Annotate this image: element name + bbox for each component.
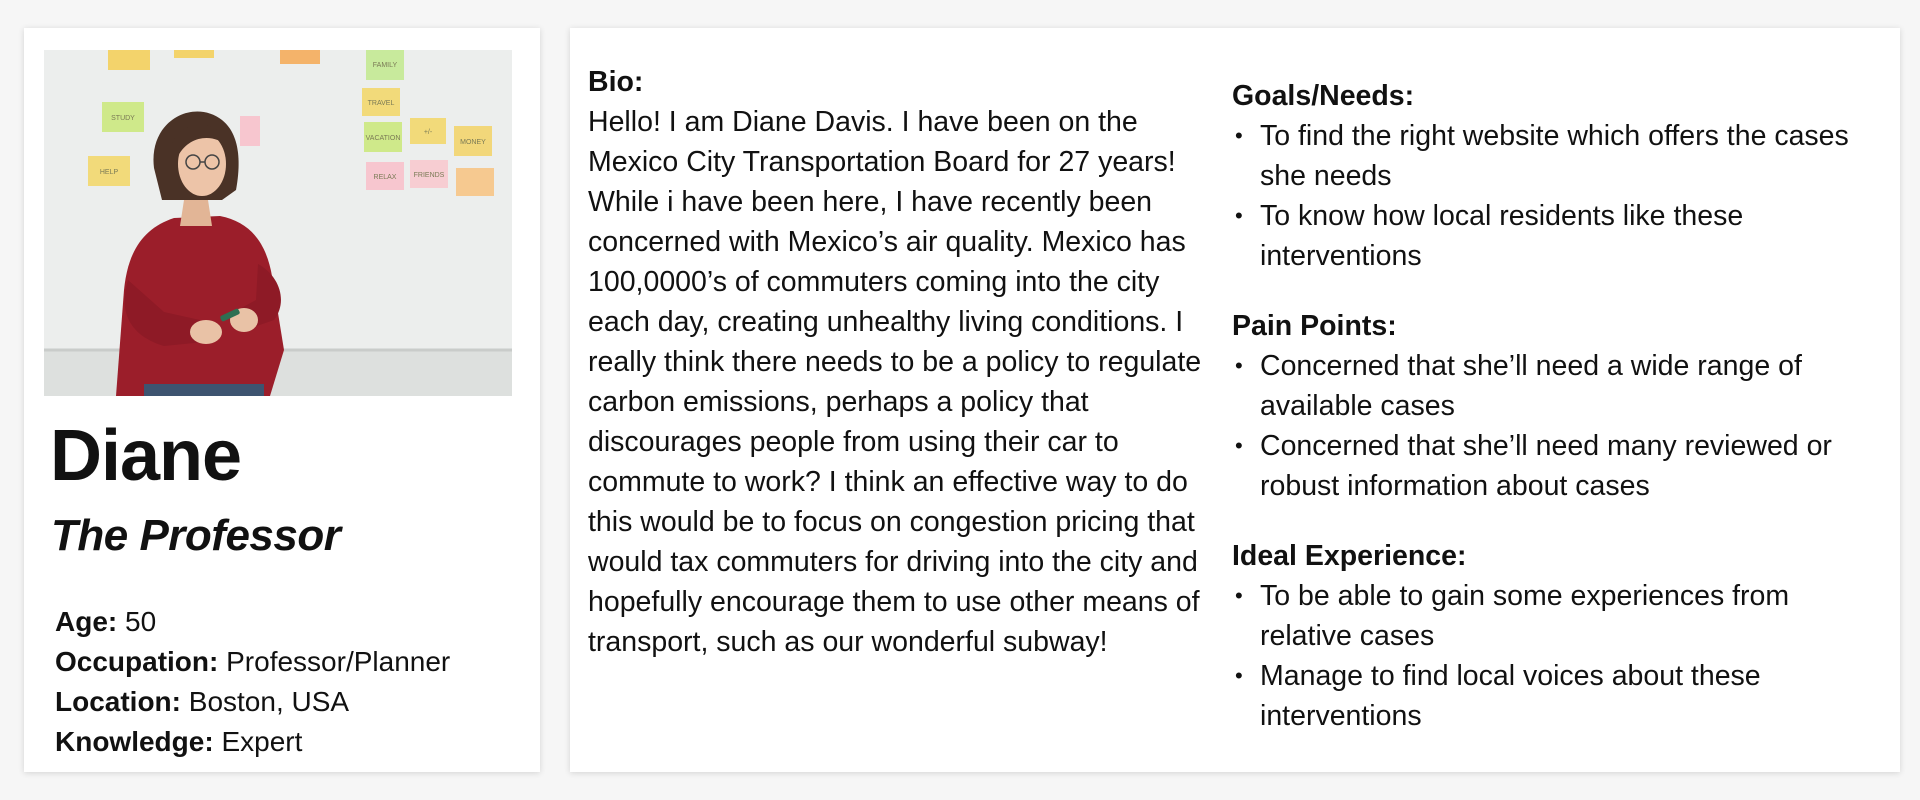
bullet-list	[1232, 576, 1882, 736]
fact-label: Knowledge:	[55, 726, 214, 757]
persona-detail-card	[570, 28, 1900, 772]
sticky-note-label: FAMILY	[372, 62, 398, 69]
bio-title: Bio:	[588, 66, 644, 98]
persona-name: Diane	[50, 416, 242, 496]
sticky-note-label: RELAX	[373, 174, 397, 181]
sticky-note-label: +/-	[423, 129, 433, 136]
list-item-text: Manage to find local voices about these interventions	[1260, 660, 1761, 732]
persona-profile-card	[24, 28, 540, 772]
bullet-icon: •	[1235, 583, 1243, 608]
persona-role: The Professor	[51, 511, 341, 560]
list-item-text: To know how local residents like these interventions	[1260, 200, 1744, 272]
fact-occupation	[55, 642, 450, 682]
bullet-list	[1232, 346, 1882, 506]
sticky-note-label: HELP	[99, 169, 119, 176]
fact-label: Location:	[55, 686, 181, 717]
section-title: Ideal Experience:	[1232, 540, 1467, 572]
sticky-note-label: STUDY	[111, 115, 135, 122]
whiteboard-illustration	[44, 50, 512, 396]
list-item	[1232, 576, 1882, 656]
bullet-icon: •	[1235, 353, 1243, 378]
section-title: Goals/Needs:	[1232, 80, 1415, 112]
bullet-icon: •	[1235, 203, 1243, 228]
section-title: Pain Points:	[1232, 310, 1397, 342]
list-item-text: Concerned that she’ll need a wide range of available cases	[1260, 350, 1802, 422]
list-item-text: To be able to gain some experiences from relative cases	[1260, 580, 1790, 652]
bullet-icon: •	[1235, 433, 1243, 458]
sticky-note-label: FRIENDS	[413, 172, 445, 179]
fact-label: Occupation:	[55, 646, 219, 677]
ideal-experience-section	[1232, 536, 1882, 736]
persona-photo	[44, 50, 512, 396]
list-item	[1232, 426, 1882, 506]
fact-location	[55, 682, 450, 722]
bio-text: Hello! I am Diane Davis. I have been on the Mexico City Transportation Board for 27 years! While i have been here, I have recently been concerned with Mexico’s air quality. Mexico has 100,0000’s of commuters coming into the city each day, creating unhealthy living conditions. I really think there needs to be a policy to regulate carbon emissions, perhaps a policy that discourages people from using their car to commute to work? I think an effective way to do this would be to focus on congestion pricing that would tax commuters for driving into the city and hopefully encourage them to use other means of transport, such as our wonderful subway!	[588, 106, 1202, 658]
list-item	[1232, 656, 1882, 736]
list-item-text: To find the right website which offers the cases she needs	[1260, 120, 1849, 192]
bullet-list	[1232, 116, 1882, 276]
fact-label: Age:	[55, 606, 118, 637]
list-item	[1232, 116, 1882, 196]
sticky-note-label: TRAVEL	[367, 100, 395, 107]
fact-value: Expert	[221, 726, 303, 757]
list-item	[1232, 346, 1882, 426]
goals-needs-section	[1232, 76, 1882, 276]
bio-section	[588, 62, 1208, 662]
pain-points-section	[1232, 306, 1882, 506]
needs-column	[1232, 76, 1882, 766]
list-item	[1232, 196, 1882, 276]
bullet-icon: •	[1235, 663, 1243, 688]
fact-value: Professor/Planner	[226, 646, 451, 677]
sticky-note-label: VACATION	[365, 135, 401, 142]
list-item-text: Concerned that she’ll need many reviewed or robust information about cases	[1260, 430, 1832, 502]
bullet-icon: •	[1235, 123, 1243, 148]
fact-age	[55, 602, 450, 642]
fact-value: Boston, USA	[188, 686, 350, 717]
sticky-note-label: MONEY	[460, 139, 486, 146]
persona-facts	[55, 602, 450, 762]
fact-knowledge	[55, 722, 450, 762]
fact-value: 50	[125, 606, 157, 637]
